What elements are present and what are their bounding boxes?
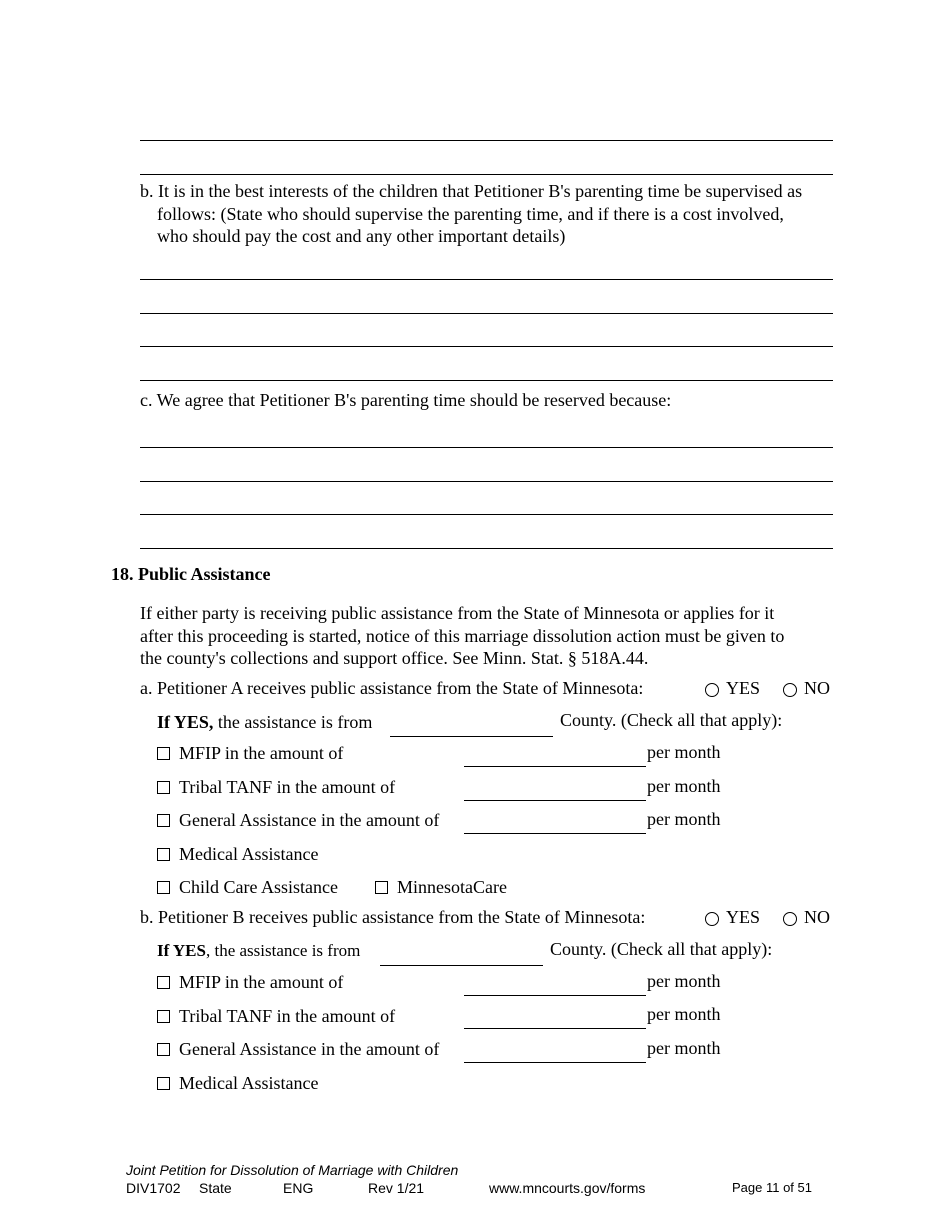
petitioner-b-medical-checkbox[interactable] bbox=[157, 1077, 170, 1090]
petitioner-a-tanf-label: Tribal TANF in the amount of bbox=[179, 777, 396, 797]
petitioner-a-mfip-checkbox[interactable] bbox=[157, 747, 170, 760]
writing-line[interactable] bbox=[140, 481, 833, 482]
petitioner-a-no-label: NO bbox=[804, 678, 830, 698]
petitioner-b-county-field[interactable] bbox=[380, 965, 543, 966]
intro-line-3: the county's collections and support office. See Minn. Stat. § 518A.44. bbox=[140, 648, 649, 668]
petitioner-a-mfip-amount-field[interactable] bbox=[464, 766, 646, 767]
if-yes-bold: If YES, bbox=[157, 712, 214, 732]
petitioner-b-if-yes bbox=[157, 941, 360, 961]
petitioner-a-no-radio[interactable] bbox=[783, 683, 797, 697]
petitioner-b-no-radio[interactable] bbox=[783, 912, 797, 926]
petitioner-a-childcare-checkbox[interactable] bbox=[157, 881, 170, 894]
per-month-label: per month bbox=[647, 1038, 721, 1058]
petitioner-a-county-field[interactable] bbox=[390, 736, 553, 737]
if-yes-rest: the assistance is from bbox=[213, 712, 373, 732]
writing-line[interactable] bbox=[140, 313, 833, 314]
footer-language: ENG bbox=[283, 1180, 314, 1196]
writing-line[interactable] bbox=[140, 447, 833, 448]
petitioner-a-general-label: General Assistance in the amount of bbox=[179, 810, 440, 830]
per-month-label: per month bbox=[647, 776, 721, 796]
petitioner-b-mfip-amount-field[interactable] bbox=[464, 995, 646, 996]
footer-title: Joint Petition for Dissolution of Marriage with Children bbox=[126, 1162, 459, 1178]
writing-line[interactable] bbox=[140, 514, 833, 515]
petitioner-b-mfip-label: MFIP in the amount of bbox=[179, 972, 344, 992]
item-c-text: c. We agree that Petitioner B's parenting time should be reserved because: bbox=[140, 390, 672, 410]
petitioner-a-county-label: County. (Check all that apply): bbox=[560, 710, 783, 730]
item-b-line-2: follows: (State who should supervise the parenting time, and if there is a cost involved, bbox=[157, 203, 784, 224]
writing-line[interactable] bbox=[140, 140, 833, 141]
petitioner-a-tanf-checkbox[interactable] bbox=[157, 781, 170, 794]
petitioner-b-general-amount-field[interactable] bbox=[464, 1062, 646, 1063]
petitioner-a-medical-checkbox[interactable] bbox=[157, 848, 170, 861]
per-month-label: per month bbox=[647, 742, 721, 762]
per-month-label: per month bbox=[647, 971, 721, 991]
per-month-label: per month bbox=[647, 1004, 721, 1024]
footer-page-number: Page 11 of 51 bbox=[732, 1180, 812, 1195]
petitioner-a-medical-label: Medical Assistance bbox=[179, 844, 319, 864]
item-b-text bbox=[140, 180, 802, 248]
petitioner-a-mfip-label: MFIP in the amount of bbox=[179, 743, 344, 763]
petitioner-b-tanf-checkbox[interactable] bbox=[157, 1010, 170, 1023]
section-18-intro bbox=[140, 602, 784, 670]
petitioner-b-general-checkbox[interactable] bbox=[157, 1043, 170, 1056]
petitioner-a-minnesotacare-label: MinnesotaCare bbox=[397, 877, 507, 897]
petitioner-b-medical-label: Medical Assistance bbox=[179, 1073, 319, 1093]
footer-url[interactable]: www.mncourts.gov/forms bbox=[489, 1180, 646, 1196]
petitioner-a-yes-label: YES bbox=[726, 678, 761, 698]
petitioner-b-yes-label: YES bbox=[726, 907, 761, 927]
petitioner-b-no-label: NO bbox=[804, 907, 830, 927]
writing-line[interactable] bbox=[140, 174, 833, 175]
petitioner-b-county-label: County. (Check all that apply): bbox=[550, 939, 773, 959]
intro-line-2: after this proceeding is started, notice of this marriage dissolution action must be given to bbox=[140, 625, 785, 646]
footer-revision: Rev 1/21 bbox=[368, 1180, 425, 1196]
if-yes-bold: If YES bbox=[157, 941, 206, 960]
petitioner-a-general-amount-field[interactable] bbox=[464, 833, 646, 834]
petitioner-a-tanf-amount-field[interactable] bbox=[464, 800, 646, 801]
footer-jurisdiction: State bbox=[199, 1180, 232, 1196]
petitioner-a-general-checkbox[interactable] bbox=[157, 814, 170, 827]
per-month-label: per month bbox=[647, 809, 721, 829]
petitioner-a-childcare-label: Child Care Assistance bbox=[179, 877, 338, 897]
petitioner-b-general-label: General Assistance in the amount of bbox=[179, 1039, 440, 1059]
writing-line[interactable] bbox=[140, 346, 833, 347]
petitioner-b-mfip-checkbox[interactable] bbox=[157, 976, 170, 989]
writing-line[interactable] bbox=[140, 380, 833, 381]
petitioner-b-tanf-label: Tribal TANF in the amount of bbox=[179, 1006, 396, 1026]
petitioner-b-tanf-amount-field[interactable] bbox=[464, 1028, 646, 1029]
if-yes-rest: , the assistance is from bbox=[205, 941, 361, 960]
petitioner-a-yes-radio[interactable] bbox=[705, 683, 719, 697]
petitioner-b-yes-radio[interactable] bbox=[705, 912, 719, 926]
section-18-heading: 18. Public Assistance bbox=[111, 564, 271, 584]
item-b-line-3: who should pay the cost and any other important details) bbox=[157, 226, 566, 246]
item-b-line-1: b. It is in the best interests of the children that Petitioner B's parenting time be supervised as bbox=[140, 181, 803, 201]
petitioner-a-question: a. Petitioner A receives public assistance from the State of Minnesota: bbox=[140, 678, 644, 698]
petitioner-a-minnesotacare-checkbox[interactable] bbox=[375, 881, 388, 894]
writing-line[interactable] bbox=[140, 279, 833, 280]
petitioner-b-question: b. Petitioner B receives public assistance from the State of Minnesota: bbox=[140, 907, 646, 927]
writing-line[interactable] bbox=[140, 548, 833, 549]
footer-form-id: DIV1702 bbox=[126, 1180, 181, 1196]
petitioner-a-if-yes bbox=[157, 712, 372, 733]
intro-line-1: If either party is receiving public assistance from the State of Minnesota or applies for it bbox=[140, 603, 775, 623]
